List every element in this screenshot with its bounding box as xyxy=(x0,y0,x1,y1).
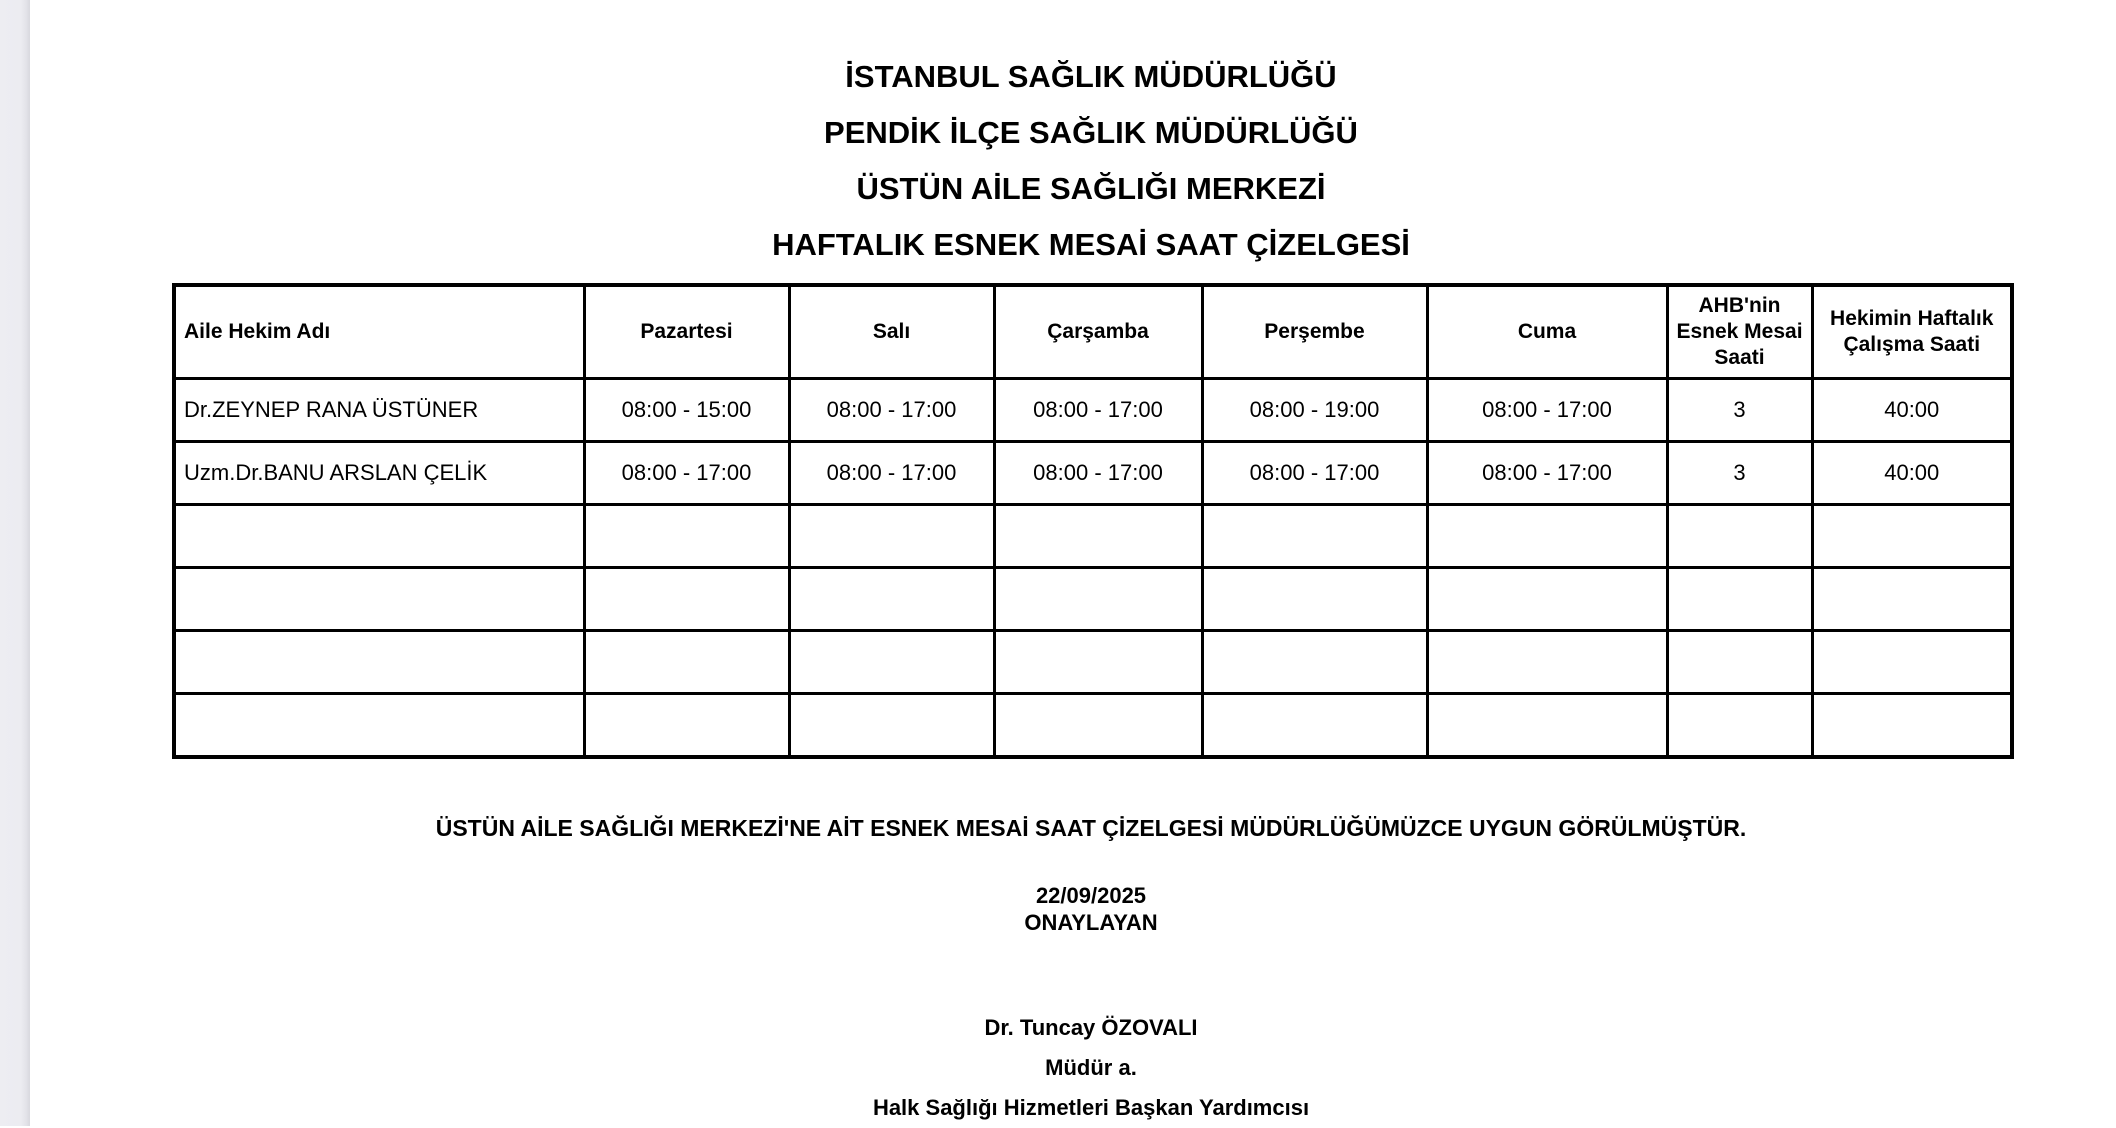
title-schedule: HAFTALIK ESNEK MESAİ SAAT ÇİZELGESİ xyxy=(772,227,1410,262)
time-cell-thursday: 08:00 - 17:00 xyxy=(1202,442,1427,505)
table-row xyxy=(174,379,2012,442)
signer-name: Dr. Tuncay ÖZOVALI xyxy=(984,1015,1198,1040)
col-header-monday: Pazartesi xyxy=(584,285,789,379)
document-page xyxy=(30,0,2116,1126)
col-header-thursday: Perşembe xyxy=(1202,285,1427,379)
time-cell-friday: 08:00 - 17:00 xyxy=(1427,442,1667,505)
approval-date: 22/09/2025 xyxy=(1035,883,1147,908)
table-row xyxy=(174,442,2012,505)
doctor-name-cell: Uzm.Dr.BANU ARSLAN ÇELİK xyxy=(174,442,584,505)
col-header-friday: Cuma xyxy=(1427,285,1667,379)
time-cell-monday: 08:00 - 15:00 xyxy=(584,379,789,442)
time-cell-wednesday: 08:00 - 17:00 xyxy=(994,442,1202,505)
time-cell-tuesday: 08:00 - 17:00 xyxy=(789,442,994,505)
col-header-weekly-hours: Hekimin Haftalık Çalışma Saati xyxy=(1812,285,2012,379)
approver-label: ONAYLAYAN xyxy=(1024,910,1158,935)
weekly-hours-cell: 40:00 xyxy=(1812,379,2012,442)
time-cell-friday: 08:00 - 17:00 xyxy=(1427,379,1667,442)
title-health-center: ÜSTÜN AİLE SAĞLIĞI MERKEZİ xyxy=(856,171,1326,206)
col-header-flex-hours: AHB'nin Esnek Mesai Saati xyxy=(1667,285,1812,379)
signer-title-1: Müdür a. xyxy=(1045,1055,1137,1080)
col-header-wednesday: Çarşamba xyxy=(994,285,1202,379)
title-provincial-directorate: İSTANBUL SAĞLIK MÜDÜRLÜĞÜ xyxy=(845,59,1337,94)
time-cell-tuesday: 08:00 - 17:00 xyxy=(789,379,994,442)
empty-row xyxy=(174,568,2012,631)
empty-row xyxy=(174,631,2012,694)
doctor-name-cell: Dr.ZEYNEP RANA ÜSTÜNER xyxy=(174,379,584,442)
title-district-directorate: PENDİK İLÇE SAĞLIK MÜDÜRLÜĞÜ xyxy=(824,115,1358,150)
header-row xyxy=(174,285,2012,379)
flex-hours-cell: 3 xyxy=(1667,442,1812,505)
time-cell-wednesday: 08:00 - 17:00 xyxy=(994,379,1202,442)
approval-date-block xyxy=(172,882,2010,936)
time-cell-thursday: 08:00 - 19:00 xyxy=(1202,379,1427,442)
empty-row xyxy=(174,694,2012,758)
empty-row xyxy=(174,505,2012,568)
document-content xyxy=(172,0,2010,1128)
approval-statement: ÜSTÜN AİLE SAĞLIĞI MERKEZİ'NE AİT ESNEK MESAİ SAAT ÇİZELGESİ MÜDÜRLÜĞÜMÜZCE UYGUN GÖRÜLMÜŞTÜR. xyxy=(435,815,1747,841)
signature-block xyxy=(172,1008,2010,1128)
time-cell-monday: 08:00 - 17:00 xyxy=(584,442,789,505)
signer-title-2: Halk Sağlığı Hizmetleri Başkan Yardımcısı xyxy=(872,1095,1310,1120)
col-header-tuesday: Salı xyxy=(789,285,994,379)
weekly-hours-cell: 40:00 xyxy=(1812,442,2012,505)
col-header-doctor-name: Aile Hekim Adı xyxy=(174,285,584,379)
schedule-table xyxy=(172,283,2014,759)
flex-hours-cell: 3 xyxy=(1667,379,1812,442)
viewer-gutter xyxy=(0,0,30,1126)
document-header xyxy=(172,0,2010,273)
